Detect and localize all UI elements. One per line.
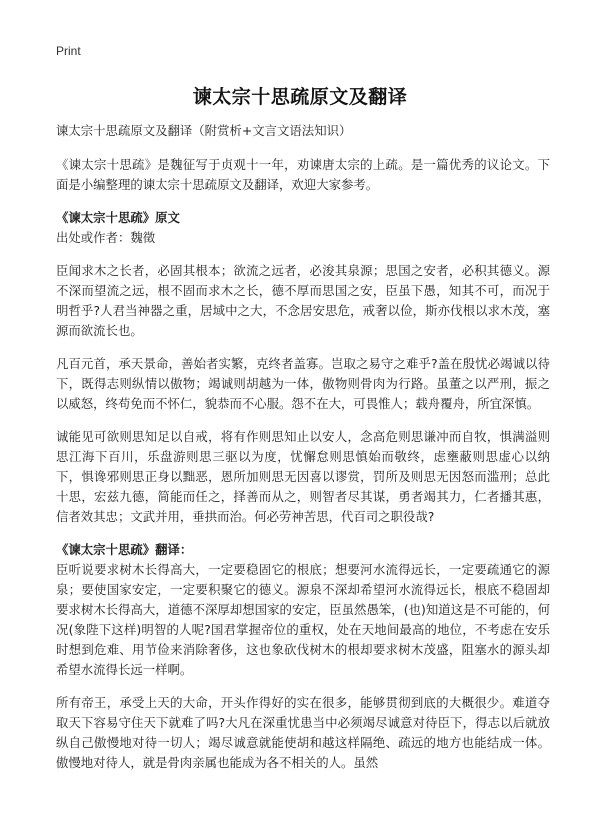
article-body bbox=[56, 121, 550, 786]
original-heading: 《谏太宗十思疏》原文 bbox=[56, 210, 180, 225]
print-link[interactable]: Print bbox=[56, 44, 81, 58]
author-line: 出处或作者：魏徵 bbox=[56, 230, 156, 245]
article-subtitle: 谏太宗十思疏原文及翻译（附赏析+文言文语法知识） bbox=[56, 123, 352, 138]
original-paragraph-2: 凡百元首，承天景命，善始者实繁，克终者盖寡。岂取之易守之难乎?盖在殷忧必竭诚以待下，既得志则纵情以傲物；竭诚则胡越为一体，傲物则骨肉为行路。虽董之以严刑，振之以威怒，终苟免而不怀仁，貌恭而不心服。怨不在大，可畏惟人；载舟覆舟，所宜深慎。 bbox=[56, 356, 550, 411]
translation-heading: 《谏太宗十思疏》翻译： bbox=[56, 542, 193, 557]
translation-paragraph-2: 所有帝王，承受上天的大命，开头作得好的实在很多，能够贯彻到底的大概很少。难道夺取天下容易守住天下就难了吗?大凡在深重忧患当中必须竭尽诚意对待臣下，得志以后就放纵自己傲慢地对待一切人；竭尽诚意就能使胡和越这样隔绝、疏远的地方也能结成一体。傲慢地对待人，就是骨肉亲属也能成为各不相关的人。虽然 bbox=[56, 695, 550, 770]
intro-paragraph: 《谏太宗十思疏》是魏征写于贞观十一年，劝谏唐太宗的上疏。是一篇优秀的议论文。下面是小编整理的谏太宗十思疏原文及翻译，欢迎大家参考。 bbox=[56, 157, 550, 192]
original-paragraph-1: 臣闻求木之长者，必固其根本；欲流之远者，必浚其泉源；思国之安者，必积其德义。源不深而望流之远，根不固而求木之长，德不厚而思国之安，臣虽下愚，知其不可，而况于明哲乎?人君当神器之重，居域中之大，不念居安思危，戒奢以俭，斯亦伐根以求木茂，塞源而欲流长也。 bbox=[56, 263, 550, 338]
translation-paragraph-1: 臣听说要求树木长得高大，一定要稳固它的根底；想要河水流得远长，一定要疏通它的源泉；要使国家安定，一定要积聚它的德义。源泉不深却希望河水流得远长，根底不稳固却要求树木长得高大，道德不深厚却想国家的安定，臣虽然愚笨，(也)知道这是不可能的，何况(象陛下这样)明智的人呢?国君掌握帝位的重权，处在天地间最高的地位，不考虑在安乐时想到危难、用节俭来消除奢侈，这也象砍伐树木的根却要求树木茂盛，阻塞水的源头却希望水流得长远一样啊。 bbox=[56, 562, 550, 677]
original-paragraph-3: 诚能见可欲则思知足以自戒，将有作则思知止以安人，念高危则思谦冲而自牧，惧满溢则思江海下百川，乐盘游则思三驱以为度，忧懈怠则思慎始而敬终，虑壅蔽则思虚心以纳下，惧谗邪则思正身以黜恶，恩所加则思无因喜以谬赏，罚所及则思无因怒而滥刑；总此十思，宏兹九德，简能而任之，择善而从之，则智者尽其谋，勇者竭其力，仁者播其惠，信者效其忠；文武并用，垂拱而治。何必劳神苦思，代百司之职役哉? bbox=[56, 429, 550, 524]
page-title: 谏太宗十思疏原文及翻译 bbox=[192, 86, 408, 108]
